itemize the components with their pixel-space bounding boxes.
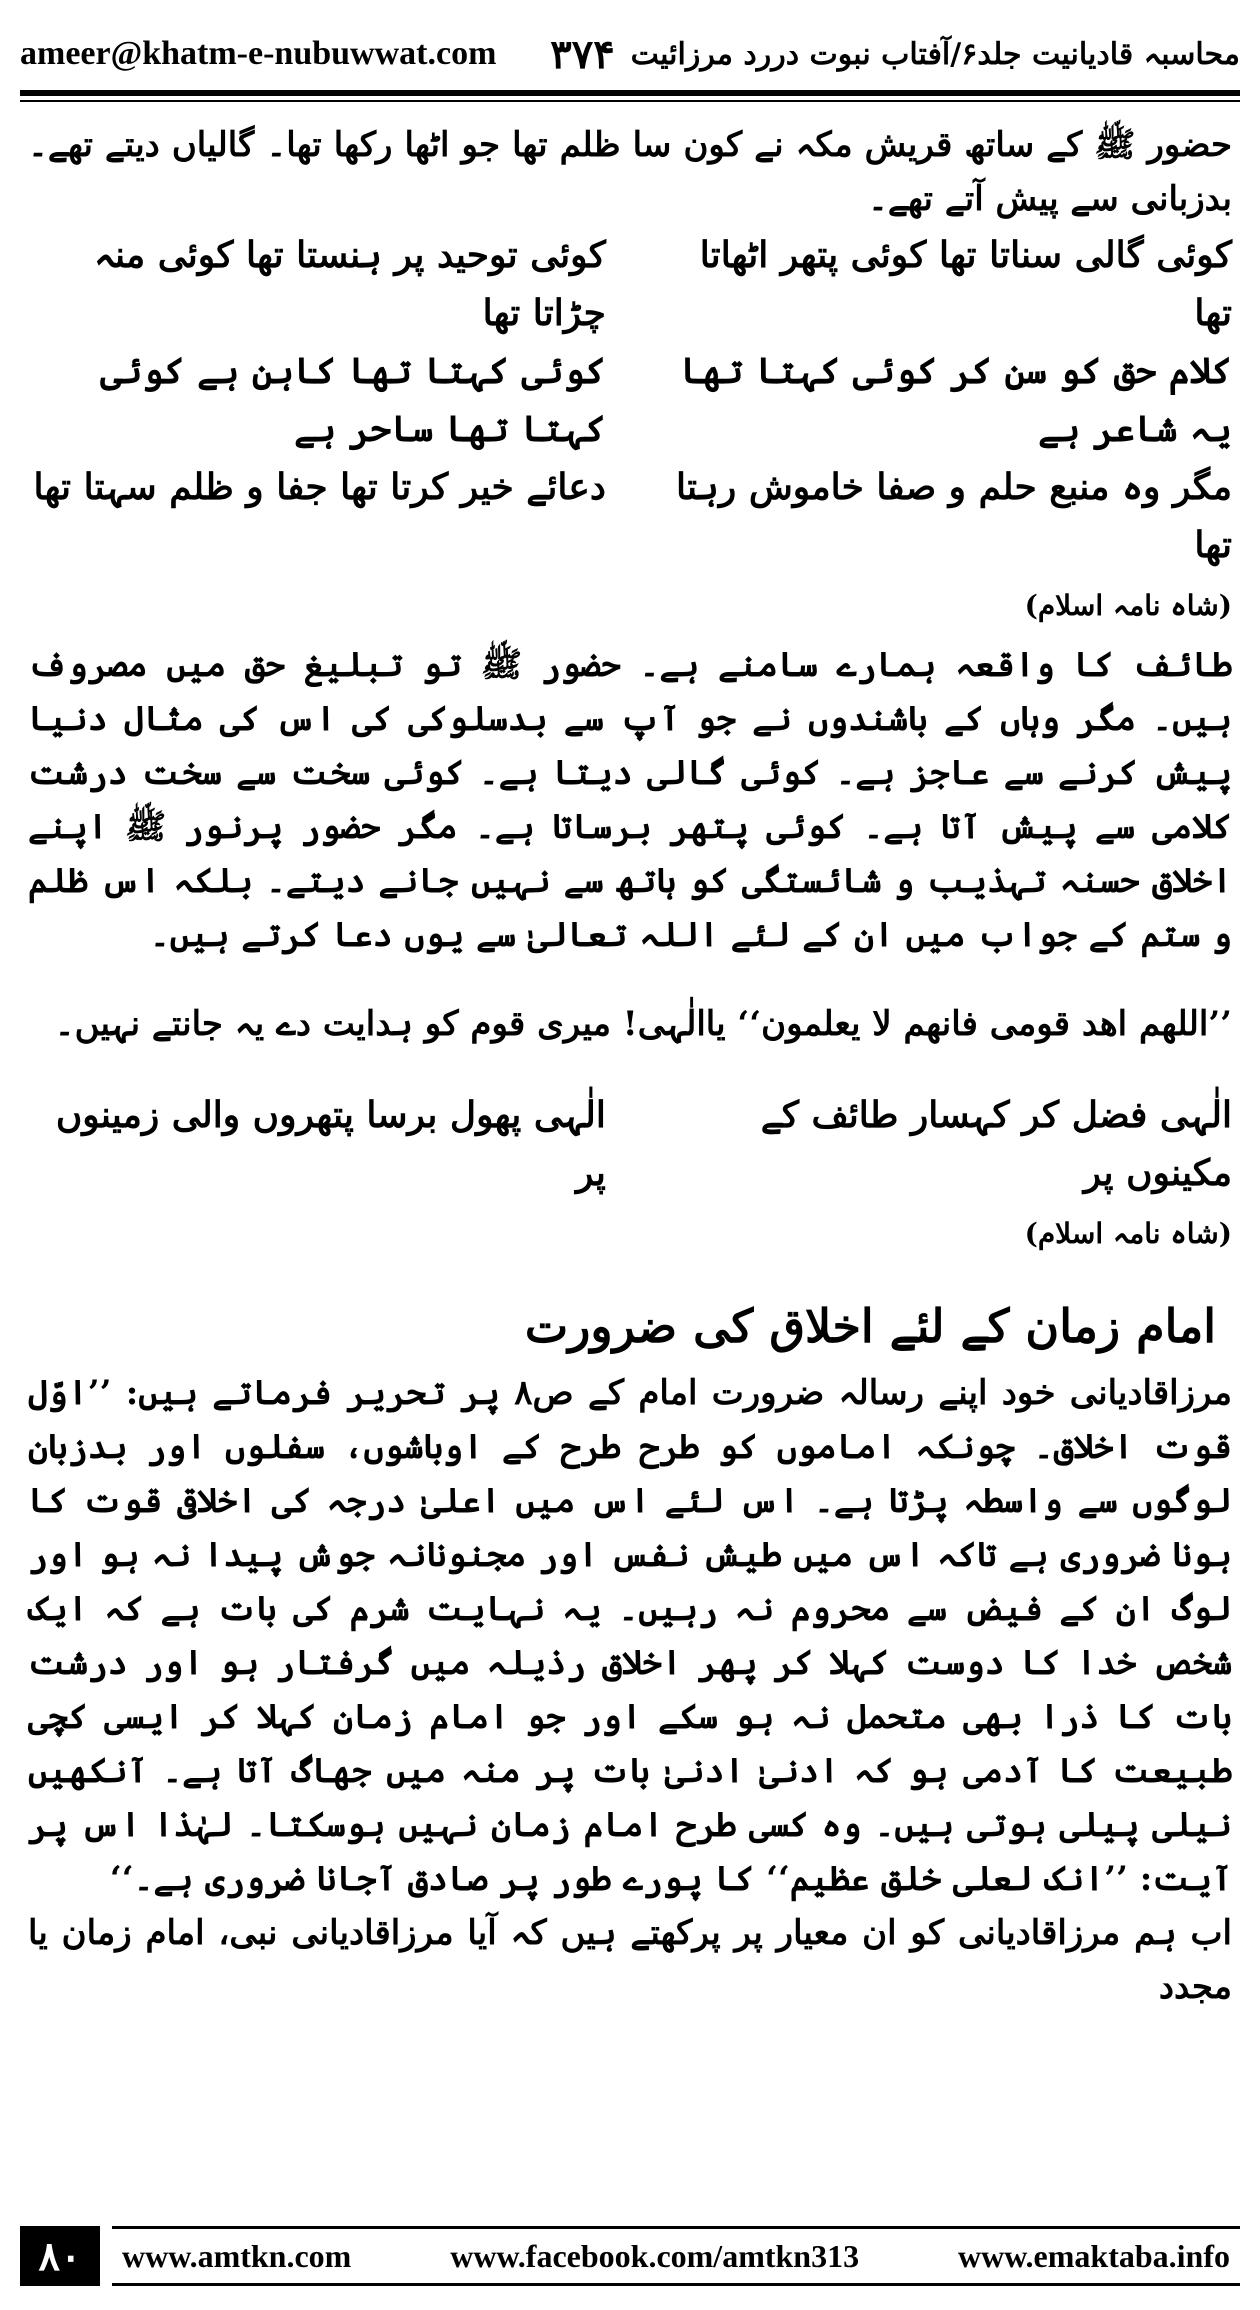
page-header <box>20 24 1240 84</box>
verse-left: کوئی کہتا تھا کاہن ہے کوئی کہتا تھا ساحر ہے <box>100 350 606 450</box>
poem-couplet <box>28 1086 1232 1202</box>
footer-link-facebook[interactable]: www.facebook.com/amtkn313 <box>450 2237 860 2274</box>
source-citation: (شاہ نامہ اسلام) <box>1024 1217 1232 1250</box>
poem-couplet <box>28 342 1232 458</box>
page-body <box>28 118 1232 2014</box>
section-heading: امام زمان کے لئے اخلاق کی ضرورت <box>524 1299 1216 1353</box>
verse-right: کلام حق کو سن کر کوئی کہتا تھا یہ شاعر ہے <box>680 350 1232 450</box>
footer-links <box>112 2226 1240 2286</box>
poem-couplet <box>28 226 1232 342</box>
verse-right: مگر وہ منبع حلم و صفا خاموش رہتا تھا <box>675 466 1232 566</box>
footer-link-amtkn[interactable]: www.amtkn.com <box>122 2237 352 2274</box>
page-footer <box>20 2224 1240 2288</box>
verse-right: الٰہی فضل کر کہسار طائف کے مکینوں پر <box>760 1094 1232 1194</box>
paragraph-3: مرزاقادیانی خود اپنے رسالہ ضرورت امام کے ص۸ پر تحریر فرماتے ہیں: ’’اوّل قوت اخلاق۔ چونکہ اماموں کو طرح طرح کے اوباشوں، سفلوں اور بدزبان لوگوں سے واسطہ پڑتا ہے۔ اس لئے اس میں اعلیٰ درجہ کی اخلاقی قوت کا ہونا ضروری ہے تاکہ اس میں طیش نفس اور مجنونانہ جوش پیدا نہ ہو اور لوگ ان کے فیض سے محروم نہ رہیں۔ یہ نہایت شرم کی بات ہے کہ ایک شخص خدا کا دوست کہلا کر پھر اخلاق رذیلہ میں گرفتار ہو اور درشت بات کا ذرا بھی متحمل نہ ہو سکے اور جو امام زمان کہلا کر ایسی کچی طبیعت کا آدمی ہو کہ ادنیٰ ادنیٰ بات پر منہ میں جھاگ آتا ہے۔ آنکھیں نیلی پیلی ہوتی ہیں۔ وہ کسی طرح امام زمان نہیں ہوسکتا۔ لہٰذا اس پر آیت: ’’انک لعلی خلق عظیم‘‘ کا پورے طور پر صادق آجانا ضروری ہے۔‘‘ <box>28 1373 1232 1899</box>
prayer-quote: ’’اللھم اھد قومی فانھم لا یعلمون‘‘ یاالٰہی! میری قوم کو ہدایت دے یہ جانتے نہیں۔ <box>54 1004 1232 1044</box>
poem-couplet <box>28 458 1232 574</box>
header-rule <box>20 90 1240 96</box>
paragraph-2: طائف کا واقعہ ہمارے سامنے ہے۔ حضور ﷺ تو تبلیغ حق میں مصروف ہیں۔ مگر وہاں کے باشندوں نے جو آپ سے بدسلوکی کی اس کی مثال دنیا پیش کرنے سے عاجز ہے۔ کوئی گالی دیتا ہے۔ کوئی سخت سے سخت درشت کلامی سے پیش آتا ہے۔ کوئی پتھر برساتا ہے۔ مگر حضور پرنور ﷺ اپنے اخلاق حسنہ تہذیب و شائستگی کو ہاتھ سے نہیں جانے دیتے۔ بلکہ اس ظلم و ستم کے جواب میں ان کے لئے اللہ تعالیٰ سے یوں دعا کرتے ہیں۔ <box>28 645 1232 955</box>
header-rule-thin <box>20 100 1240 102</box>
verse-left: کوئی توحید پر ہنستا تھا کوئی منہ چڑاتا تھا <box>93 234 606 334</box>
source-citation: (شاہ نامہ اسلام) <box>1024 589 1232 622</box>
header-page-number: ۳۷۴ <box>550 30 615 78</box>
verse-left: دعائے خیر کرتا تھا جفا و ظلم سہتا تھا <box>33 466 606 508</box>
paragraph-1: حضور ﷺ کے ساتھ قریش مکہ نے کون سا ظلم تھا جو اٹھا رکھا تھا۔ گالیاں دیتے تھے۔ بدزبانی سے پیش آتے تھے۔ <box>28 125 1232 219</box>
paragraph-4: اب ہم مرزاقادیانی کو ان معیار پر پرکھتے ہیں کہ آیا مرزاقادیانی نبی، امام زمان یا مجدد <box>28 1913 1232 2007</box>
footer-link-emaktaba[interactable]: www.emaktaba.info <box>957 2237 1230 2274</box>
verse-right: کوئی گالی سناتا تھا کوئی پتھر اٹھاتا تھا <box>699 234 1232 334</box>
header-book-title: محاسبہ قادیانیت جلد۶/آفتاب نبوت دررد مرزائیت <box>630 36 1240 72</box>
header-email[interactable]: ameer@khatm-e-nubuwwat.com <box>20 35 497 72</box>
header-title-block <box>550 31 1240 78</box>
footer-page-number: ۸۰ <box>20 2226 100 2286</box>
verse-left: الٰہی پھول برسا پتھروں والی زمینوں پر <box>55 1094 606 1194</box>
